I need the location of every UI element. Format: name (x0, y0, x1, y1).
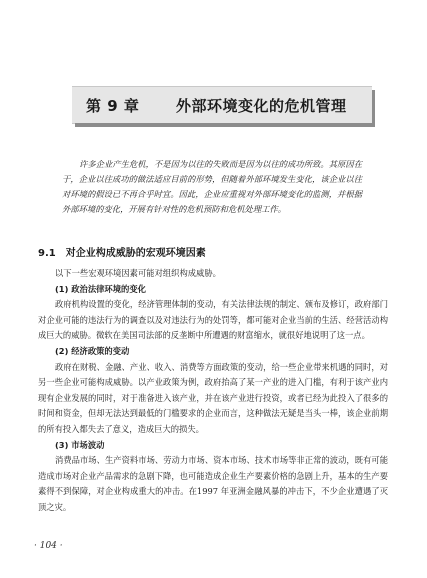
section-heading (38, 244, 206, 259)
chapter-label: 第 9 章 (86, 97, 140, 115)
chapter-title: 外部环境变化的危机管理 (176, 97, 347, 115)
lead-paragraph: 以下一些宏观环境因素可能对组织构成威胁。 (55, 268, 221, 278)
subsection-title-3: (3) 市场波动 (55, 439, 105, 450)
page-number: · 104 · (34, 541, 63, 551)
body-text (38, 266, 388, 516)
section-title: 对企业构成威胁的宏观环境因素 (65, 248, 206, 259)
subsection-text-1: 政府机构设置的变化，经济管理体制的变动，有关法律法规的制定、颁布及修订，政府部门对企业可能的违法行为的调查以及对违法行为的处罚等，都可能对企业当前的生活、经营活动构成巨大的威胁。微软在美国司法部的反垄断中所遭遇的财富缩水，就很好地说明了这一点。 (38, 299, 388, 341)
header-shadow-edge (372, 90, 375, 127)
subsection-text-2: 政府在财税、金融、产业、收入、消费等方面政策的变动，给一些企业带来机遇的同时，对另一些企业可能构成威胁。以产业政策为例，政府抬高了某一产业的进入门槛，有利于该产业内现有企业发展的同时，对于准备进入该产业，并在该产业进行投资，或者已经为此投入了很多的时间和资金，但却无法达到最低的门槛要求的企业而言，这种做法无疑是当头一棒，该企业前期的所有投入都失去了意义，造成巨大的损失。 (38, 361, 388, 434)
chapter-intro (62, 157, 362, 217)
subsection-text-3: 消费品市场、生产资料市场、劳动力市场、资本市场、技术市场等非正常的波动，既有可能造成市场对企业产品需求的急剧下降，也可能造成企业生产要素价格的急剧上升，基本的生产要素得不到保障，对企业构成重大的冲击。在1997 年亚洲金融风暴的冲击下，不少企业遭遇了灭顶之灾。 (38, 455, 388, 512)
header-shadow (75, 123, 375, 127)
section-number: 9.1 (38, 248, 56, 259)
subsection-title-2: (2) 经济政策的变动 (55, 345, 130, 356)
subsection-title-1: (1) 政治法律环境的变化 (55, 283, 146, 294)
intro-paragraph: 许多企业产生危机，不是因为以往的失败而是因为以往的成功所致。其原因在于，企业以往成功的做法适应目前的形势，但随着外部环境发生变化，该企业以往对环境的假设已不再合乎时宜。因此，企业应重视对外部环境变化的监测，并根据外部环境的变化，开展有针对性的危机预防和危机处理工作。 (62, 159, 362, 214)
chapter-header (72, 86, 372, 124)
